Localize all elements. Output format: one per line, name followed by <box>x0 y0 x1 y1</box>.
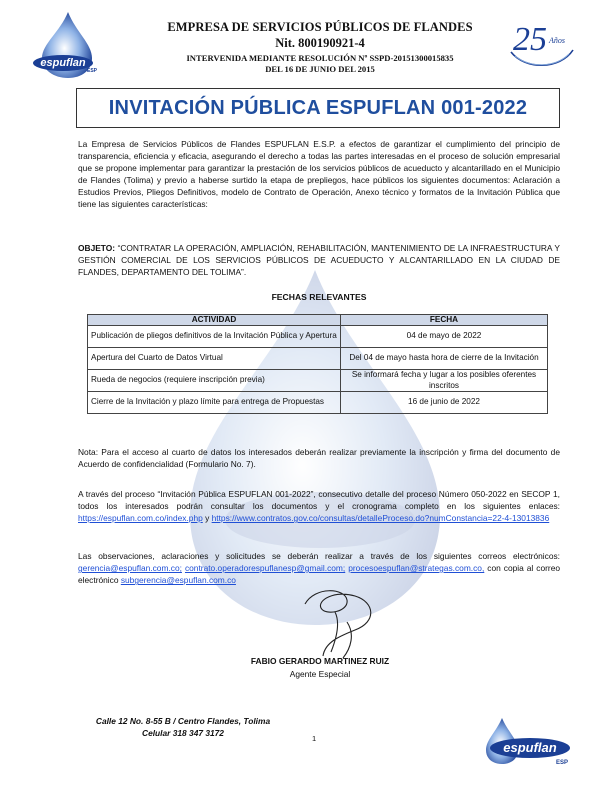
objeto-label: OBJETO: <box>78 243 116 253</box>
observaciones-paragraph <box>78 550 560 586</box>
actividad-cell: Rueda de negocios (requiere inscripción previa) <box>88 370 341 392</box>
observaciones-cc: con copia al correo electrónico <box>78 563 561 586</box>
fechas-table <box>87 314 548 414</box>
actividad-cell: Publicación de pliegos definitivos de la Invitación Pública y Apertura <box>88 326 341 348</box>
email-gerencia-link[interactable]: gerencia@espuflan.com.co; <box>78 563 182 574</box>
intervention-date: DEL 16 DE JUNIO DEL 2015 <box>265 64 375 74</box>
email-subgerencia-link[interactable]: subgerencia@espuflan.com.co <box>120 575 236 586</box>
fecha-cell: 04 de mayo de 2022 <box>341 326 548 348</box>
objeto-paragraph <box>78 242 560 278</box>
fecha-cell: Se informará fecha y lugar a los posibles oferentes inscritos <box>341 370 548 392</box>
espuflan-footer-logo-icon <box>480 712 572 774</box>
fecha-cell: Del 04 de mayo hasta hora de cierre de la Invitación <box>341 348 548 370</box>
handwritten-signature-icon <box>285 582 395 662</box>
objeto-text: “CONTRATAR LA OPERACIÓN, AMPLIACIÓN, REHABILITACIÓN, MANTENIMIENTO DE LA INFRAESTRUCTURA Y GESTIÓN COMERCIAL DE LOS SERVICIOS PÚBLICOS DE ACUEDUCTO Y ALCANTARILLADO EN LA CIUDAD DE FLANDES, DEPARTAMENTO DEL TOLIMA”. <box>78 243 560 278</box>
secop-link[interactable]: https://www.contratos.gov.co/consultas/detalleProceso.do?numConstancia=22-4-13013836 <box>211 513 550 524</box>
col-fecha: FECHA <box>341 315 548 326</box>
anniversary-number: 25 <box>513 21 547 58</box>
page-number: 1 <box>312 734 317 743</box>
signatory-name: FABIO GERARDO MARTINEZ RUIZ <box>250 656 390 666</box>
company-nit: Nit. 800190921-4 <box>275 36 365 50</box>
table-header-row <box>88 315 548 326</box>
espuflan-logo-icon <box>30 10 100 80</box>
intervention-resolution: INTERVENIDA MEDIANTE RESOLUCIÓN Nº SSPD-20151300015835 <box>186 53 454 63</box>
footer-logo-wordmark: espuflan <box>503 740 557 755</box>
anniversary-logo-icon <box>505 12 577 72</box>
proceso-joiner: y <box>202 513 212 524</box>
table-row <box>88 348 548 370</box>
signatory-role: Agente Especial <box>289 669 351 679</box>
actividad-cell: Apertura del Cuarto de Datos Virtual <box>88 348 341 370</box>
table-row <box>88 370 548 392</box>
email-proceso-link[interactable]: procesoespuflan@strategas.com.co, <box>348 563 485 574</box>
logo-wordmark: espuflan <box>40 57 86 69</box>
anniversary-word: Años <box>549 36 565 45</box>
observaciones-text: Las observaciones, aclaraciones y solicitudes se deberán realizar a través de los siguientes correos electrónicos: <box>78 551 560 561</box>
page-title: INVITACIÓN PÚBLICA ESPUFLAN 001-2022 <box>108 96 528 119</box>
proceso-paragraph <box>78 488 560 524</box>
footer-address-block <box>78 715 288 739</box>
email-contrato-link[interactable]: contrato.operadorespuflanesp@gmail.com; <box>184 563 346 574</box>
fechas-title: FECHAS RELEVANTES <box>271 292 367 302</box>
table-row <box>88 326 548 348</box>
title-box <box>76 88 560 128</box>
table-row <box>88 392 548 414</box>
actividad-cell: Cierre de la Invitación y plazo límite para entrega de Propuestas <box>88 392 341 414</box>
proceso-text: A través del proceso “Invitación Pública ESPUFLAN 001-2022”, consecutivo detalle del proceso Número 050-2022 en SECOP 1, todos los interesados podrán consultar los documentos y el cronograma completo en los siguientes enlaces: <box>78 489 560 512</box>
espuflan-link[interactable]: https://espuflan.com.co/index.php <box>78 513 203 524</box>
footer-phone: Celular 318 347 3172 <box>142 728 224 738</box>
logo-suffix: ESP <box>87 68 98 74</box>
col-actividad: ACTIVIDAD <box>88 315 341 326</box>
footer-address: Calle 12 No. 8-55 B / Centro Flandes, Tolima <box>95 716 271 726</box>
footer-logo-suffix: ESP <box>556 760 569 766</box>
nota-paragraph: Nota: Para el acceso al cuarto de datos los interesados deberán realizar previamente la inscripción y firma del documento de Acuerdo de confidencialidad (Formulario No. 7). <box>78 447 560 470</box>
letterhead <box>150 20 490 74</box>
fecha-cell: 16 de junio de 2022 <box>341 392 548 414</box>
intro-paragraph: La Empresa de Servicios Públicos de Flandes ESPUFLAN E.S.P. a efectos de garantizar el cumplimiento del principio de transparencia, eficiencia y eficacia, asegurando el derecho a todas las partes interesadas en el proceso de solución empresarial que se propone implementar para garantizar la prestación de los servicios públicos de acueducto y alcantarillado en el Municipio de Flandes (Tolima) y previo a haberse surtido la etapa de prepliegos, hace públicos los siguientes documentos: Aclaración a Estudios Previos, Pliegos Definitivos, modelo de Contrato de Operación, Anexo técnico y formatos de la Invitación Pública que tiene las siguientes características: <box>78 139 560 210</box>
company-name: EMPRESA DE SERVICIOS PÚBLICOS DE FLANDES <box>167 20 473 34</box>
